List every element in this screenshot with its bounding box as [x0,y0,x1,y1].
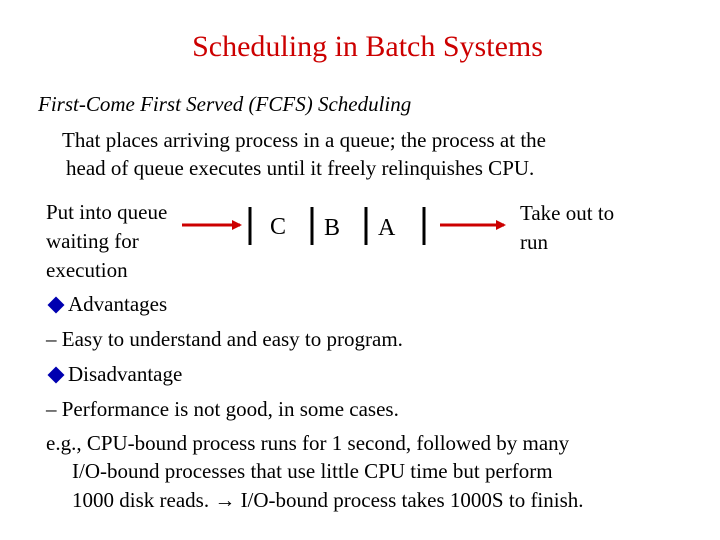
queue-item-c: C [270,214,287,240]
example-line-2: I/O-bound processes that use little CPU time but perform [72,459,553,483]
queue-input-label-line-1: Put into queue [46,200,168,224]
queue-output-label-line-2: run [520,230,548,254]
section-heading: First-Come First Served (FCFS) Scheduling [38,92,412,116]
disadvantages-item: – Performance is not good, in some cases. [46,397,399,421]
queue-item-b: B [324,215,341,241]
page-title: Scheduling in Batch Systems [192,30,543,63]
diamond-bullet-icon [48,296,65,313]
example-line-3: 1000 disk reads. → I/O-bound process takes 1000S to finish. [72,488,584,512]
advantages-item: – Easy to understand and easy to program. [46,327,403,351]
description-line-1: That places arriving process in a queue; the process at the [62,128,546,152]
queue-output-label-line-1: Take out to [520,201,615,225]
advantages-heading-text: Advantages [68,292,168,316]
example-line-1: e.g., CPU-bound process runs for 1 second, followed by many [46,431,570,455]
queue-input-label-line-3: execution [46,258,128,282]
queue-output-label [520,199,614,257]
advantages-heading [46,294,167,315]
description-line-2: head of queue executes until it freely relinquishes CPU. [66,156,535,180]
diamond-bullet-icon [48,366,65,383]
queue-item-a: A [378,215,396,241]
queue-input-label-line-2: waiting for [46,229,139,253]
disadvantages-heading-text: Disadvantage [68,362,183,386]
disadvantages-heading [46,364,182,385]
